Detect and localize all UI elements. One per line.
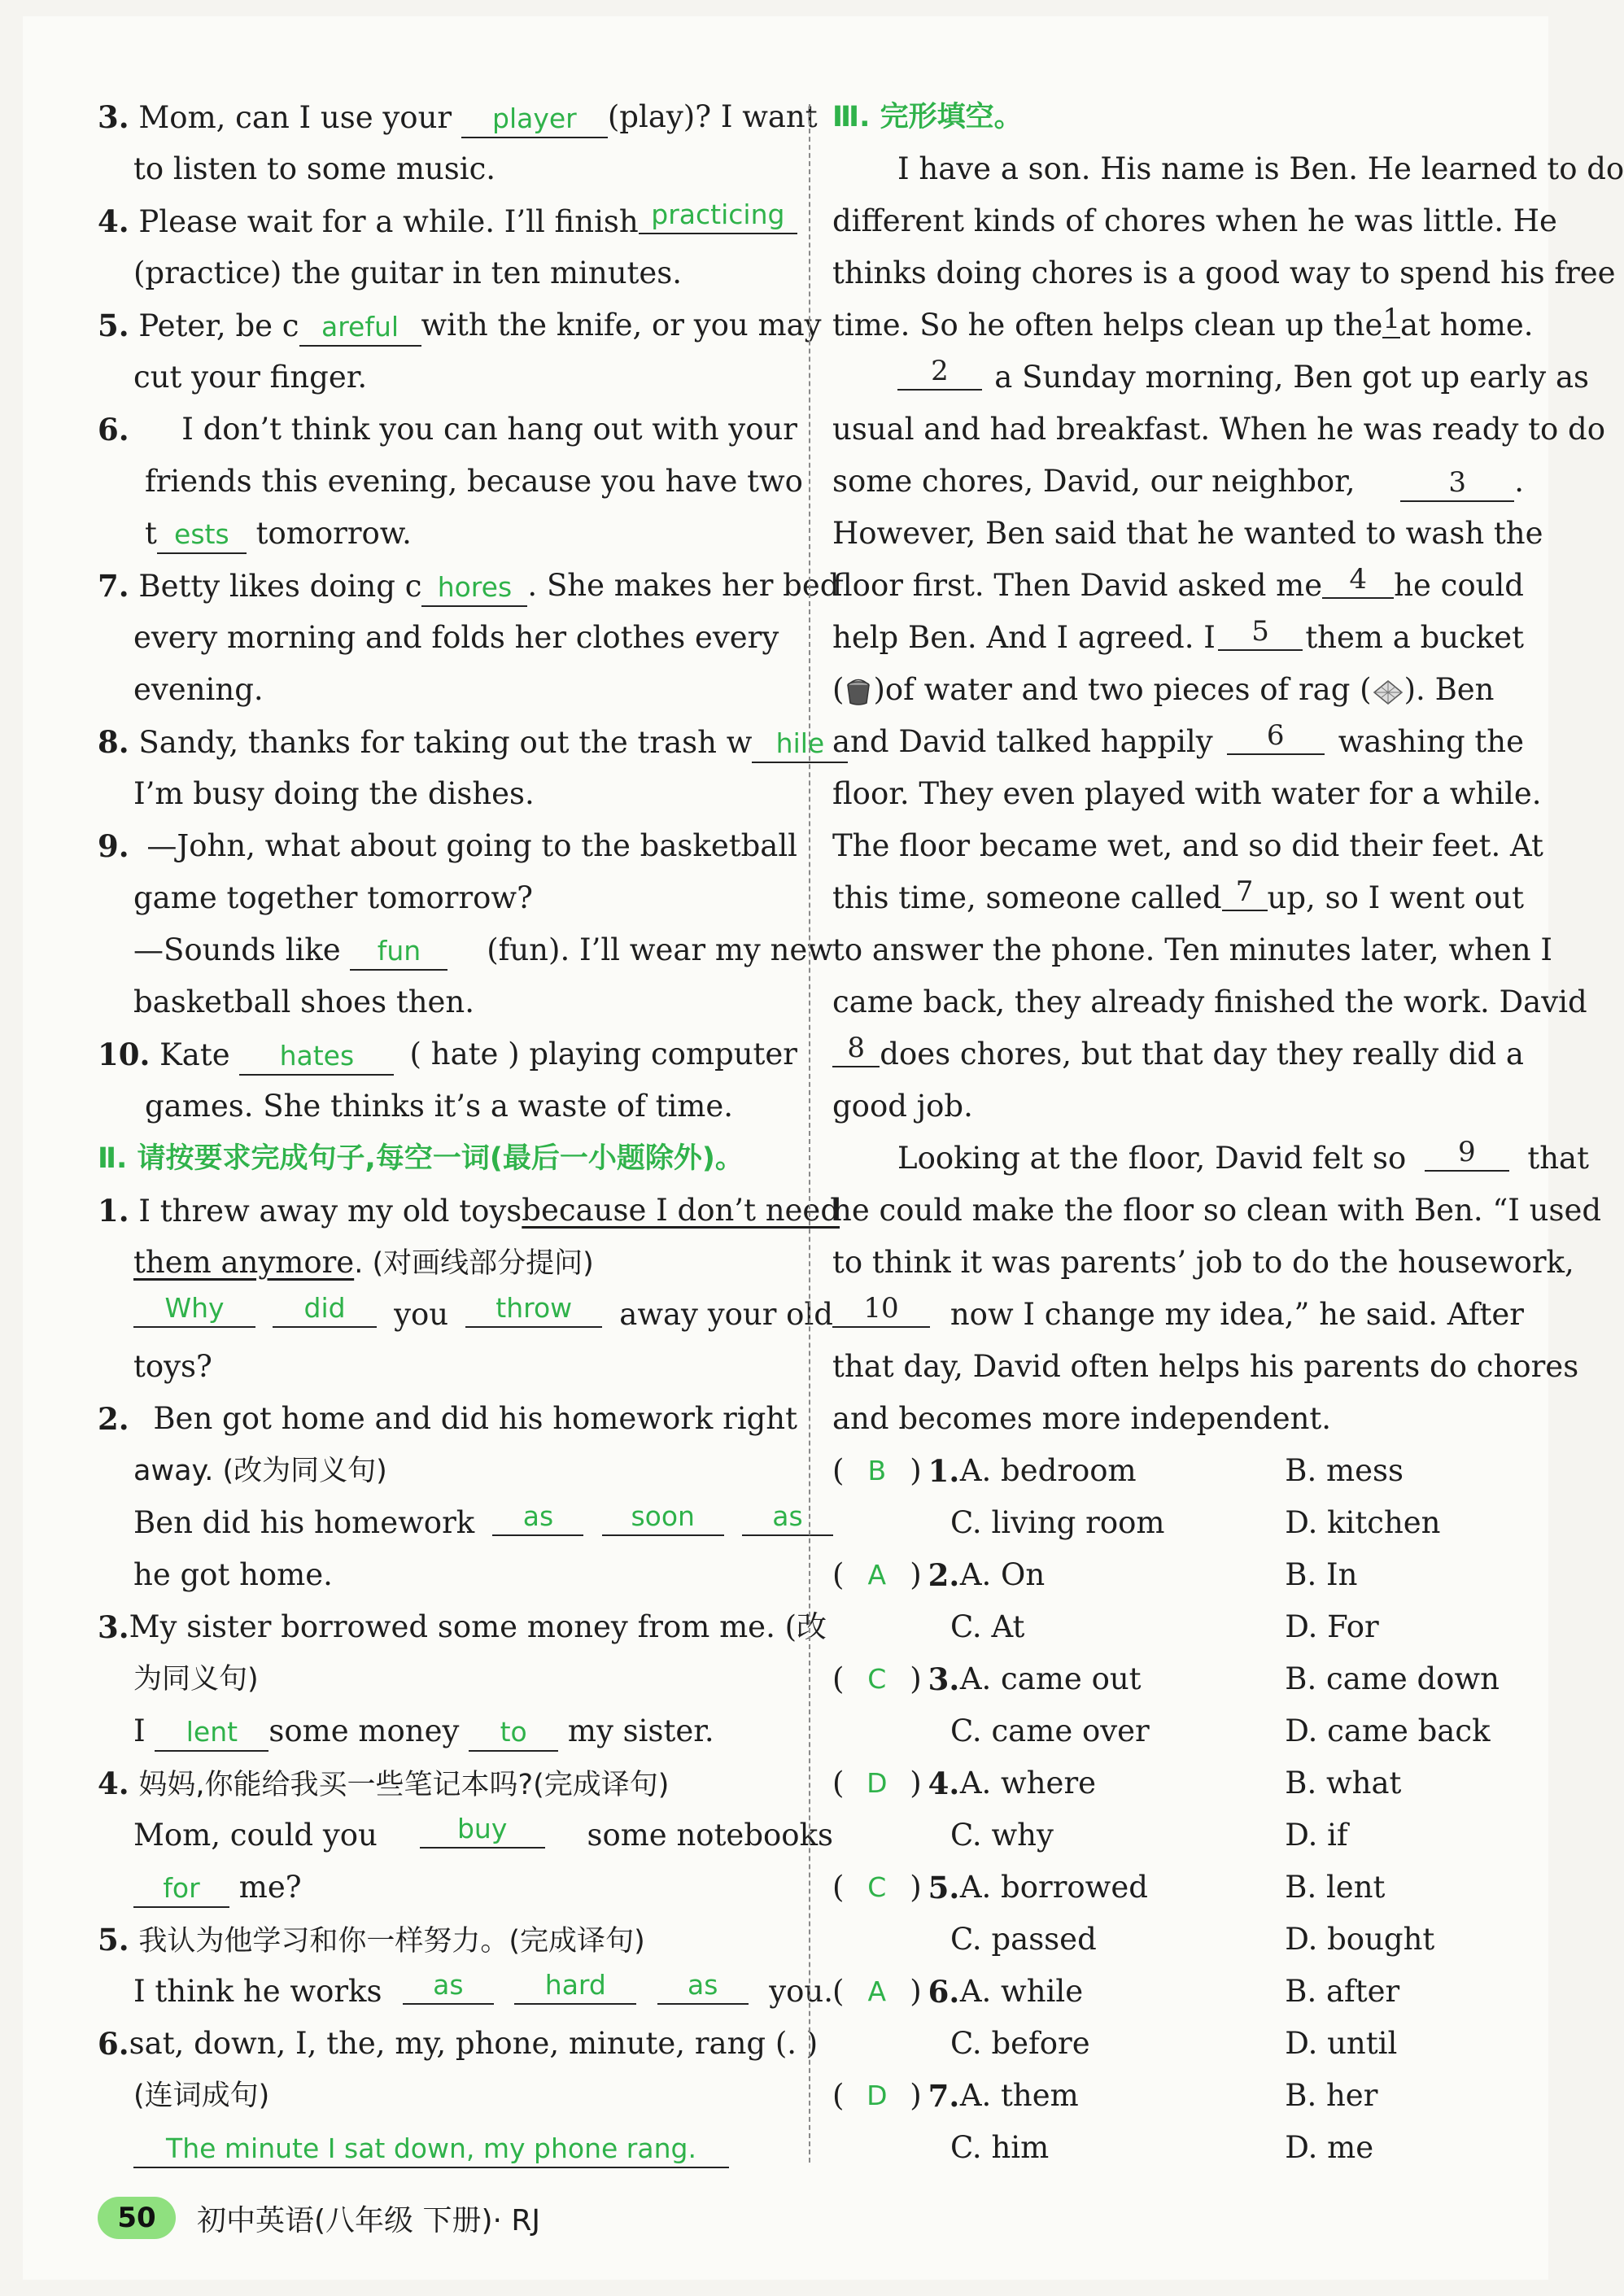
answer-blank: lent <box>155 1713 268 1752</box>
answer-blank: Why <box>133 1289 255 1328</box>
question-6: 6. I don’t think you can hang out with your <box>98 412 797 447</box>
option-row: ( C ) 5. A. borrowed B. lent <box>832 1862 1524 1914</box>
answer-paren: ( D ) <box>832 2078 922 2113</box>
cloze-blank: 9 <box>1425 1133 1509 1172</box>
option-d: D. me <box>1285 2130 1374 2165</box>
option-c: C. At <box>950 1609 1025 1644</box>
right-column: Ⅲ. 完形填空。 I have a son. His name is Ben. He learned to do different kinds of chores when he was little. He thinks doing chores is a good way to spend his free time. So he often helps clean up the 1 at home. 2 a Sunday morning, Ben got up early as usual and had breakfast. When he was ready to do some chores, David, our neighbor, 3 . However, Ben said that he wanted to wash the floor first. Then David asked me 4 he could help Ben. And I agreed. I 5 them a bucket ( )of water and two pieces of rag ( ). Ben and David talked happily 6 washing the floor. They even played with water for a while. The floor became wet, and so did their feet. At this time, someone called 7 up, so I went out to answer the phone. Ten minutes later, when I came back, they already finished the work. David 8 does chores, but that day they really did a good job. Looking at the floor, David felt so 9 that he could make the floor so clean with Ben. “I used to think it was parents’ job to do the housework, 10 now I change my idea,” he said. After that day, David often helps his parents do chores and becomes more independent. ( B ) 1. A. bedroom B. mess C. living room D. kitchen ( A ) 2. A. On B. In C. At D. For ( C ) 3. A. came out B. came down C. came over D. came back ( D ) 4. A. where B. what C. why D. if ( C ) 5. A. borrowed B. lent C. passed D. bought ( A ) 6. A. while B. after C. before D. until ( D ) 7. A. them B. her C. him D. me <box>832 91 1524 2174</box>
option-row <box>832 1601 1524 1653</box>
option-row: ( B ) 1. A. bedroom B. mess <box>832 1445 1524 1497</box>
answer-blank: hard <box>514 1966 636 2005</box>
bucket-icon <box>844 678 873 707</box>
answer-paren: ( C ) <box>832 1870 922 1905</box>
question-3: 3. Mom, can I use your player (play)? I want <box>98 91 797 143</box>
answer-blank: hile <box>752 724 848 763</box>
option-b: B. lent <box>1285 1870 1386 1905</box>
answer-blank: for <box>133 1869 229 1908</box>
answer-paren: ( D ) <box>832 1766 922 1801</box>
option-row: ( D ) 7. A. them B. her <box>832 2070 1524 2122</box>
answer-paren: ( A ) <box>832 1557 922 1592</box>
cloze-blank: 3 <box>1400 463 1514 502</box>
answer-paren: ( A ) <box>832 1974 922 2009</box>
option-c: C. him <box>950 2130 1050 2165</box>
option-row <box>832 2018 1524 2070</box>
answer-paren: ( C ) <box>832 1661 922 1696</box>
answer-blank: hores <box>421 568 527 607</box>
cloze-blank: 8 <box>832 1028 880 1067</box>
option-a: A. while <box>959 1974 1084 2009</box>
sentence-1: 1. I threw away my old toys because I don’t need <box>98 1193 840 1229</box>
answer-blank: hates <box>239 1037 394 1076</box>
option-d: D. For <box>1285 1609 1379 1644</box>
option-row: ( A ) 6. A. while B. after <box>832 1966 1524 2018</box>
option-row <box>832 1705 1524 1757</box>
cloze-blank: 5 <box>1218 612 1303 651</box>
question-9: 9. —John, what about going to the basketball <box>98 828 797 864</box>
cloze-blank: 10 <box>832 1289 930 1328</box>
answer-blank: ests <box>157 515 247 554</box>
left-column: 3. Mom, can I use your player (play)? I want to listen to some music. 4. Please wait for a while. I’ll finish practicing (practice) the guitar in ten minutes. 5. Peter, be c areful with the knife, or you may cut your finger. 6. I don’t think you can hang out with your friends this evening, because you have two t ests tomorrow. 7. Betty likes doing c hores . She makes her bed every morning and folds her clothes every evening. 8. Sandy, thanks for taking out the trash w hile I’m busy doing the dishes. 9. —John, what about going to the basketball game together tomorrow? —Sounds like fun (fun). I’ll wear my new basketball shoes then. 10. Kate hates ( hate ) playing computer games. She thinks it’s a waste of time. Ⅱ. 请按要求完成句子,每空一词(最后一小题除外)。 1. I threw away my old toys because I don’t need them anymore. (对画线部分提问) Why did you throw away your old toys? 2. Ben got home and did his homework right away. (改为同义句) Ben did his homework as soon as he got home. 3. My sister borrowed some money from me. (改 为同义句) I lent some money to my sister. 4. 妈妈,你能给我买一些笔记本吗?(完成译句) Mom, could you buy some notebooks for me? 5. 我认为他学习和你一样努力。(完成译句) I think he works as hard as you. 6. sat, down, I, the, my, phone, minute, rang (. ) (连词成句) The minute I sat down, my phone rang. <box>98 91 797 2174</box>
option-d: D. came back <box>1285 1713 1491 1748</box>
answer-blank: The minute I sat down, my phone rang. <box>133 2129 729 2168</box>
question-5: 5. Peter, be c areful with the knife, or you may <box>98 299 797 351</box>
option-row: ( C ) 3. A. came out B. came down <box>832 1653 1524 1705</box>
option-c: C. came over <box>950 1713 1150 1748</box>
option-d: D. if <box>1285 1818 1348 1853</box>
option-row <box>832 1914 1524 1966</box>
rag-icon <box>1372 678 1404 707</box>
option-a: A. borrowed <box>959 1870 1148 1905</box>
option-row <box>832 1497 1524 1549</box>
section-2-heading: Ⅱ. 请按要求完成句子,每空一词(最后一小题除外)。 <box>98 1142 744 1175</box>
option-b: B. her <box>1285 2078 1378 2113</box>
answer-paren: ( B ) <box>832 1453 922 1488</box>
options-list <box>832 1445 1524 2174</box>
option-row: ( A ) 2. A. On B. In <box>832 1549 1524 1601</box>
question-4: 4. Please wait for a while. I’ll finish practicing <box>98 195 797 247</box>
question-number: 3. <box>98 99 129 135</box>
answer-blank: as <box>742 1497 833 1536</box>
answer-blank: as <box>492 1497 583 1536</box>
option-a: A. where <box>959 1766 1097 1801</box>
option-row <box>832 2122 1524 2174</box>
cloze-blank: 7 <box>1222 872 1268 911</box>
answer-blank: fun <box>350 932 447 971</box>
book-title: 初中英语(八年级 下册)· RJ <box>197 2203 541 2237</box>
option-b: B. after <box>1285 1974 1400 2009</box>
sentence-2: 2. Ben got home and did his homework right <box>98 1401 797 1437</box>
option-b: B. came down <box>1285 1661 1500 1696</box>
sentence-4: 4. 妈妈,你能给我买一些笔记本吗?(完成译句) <box>98 1766 670 1801</box>
answer-blank: did <box>273 1289 377 1328</box>
cloze-blank: 6 <box>1227 716 1325 755</box>
answer-blank: areful <box>299 308 421 347</box>
option-d: D. until <box>1285 2026 1398 2061</box>
option-c: C. before <box>950 2026 1090 2061</box>
cloze-blank: 4 <box>1322 560 1394 599</box>
answer-blank: throw <box>465 1289 602 1328</box>
answer-blank: practicing <box>639 195 797 234</box>
answer-blank: as <box>403 1966 494 2005</box>
option-b: B. what <box>1285 1766 1402 1801</box>
option-b: B. mess <box>1285 1453 1404 1488</box>
answer-blank: to <box>469 1713 558 1752</box>
option-c: C. why <box>950 1818 1054 1853</box>
option-c: C. living room <box>950 1505 1165 1540</box>
question-7: 7. Betty likes doing c hores . She makes her bed <box>98 560 797 612</box>
question-8: 8. Sandy, thanks for taking out the trash w hile <box>98 716 797 768</box>
answer-blank: buy <box>420 1809 545 1849</box>
column-divider <box>809 104 810 2163</box>
option-a: A. On <box>959 1557 1046 1592</box>
sentence-3: 3. My sister borrowed some money from me. (改 <box>98 1609 827 1645</box>
sentence-6: 6. sat, down, I, the, my, phone, minute, rang (. ) <box>98 2026 819 2062</box>
question-10: 10. Kate hates ( hate ) playing computer <box>98 1028 797 1080</box>
page-footer <box>98 2197 540 2239</box>
option-d: D. kitchen <box>1285 1505 1441 1540</box>
page-number: 50 <box>98 2197 176 2239</box>
option-a: A. came out <box>959 1661 1142 1696</box>
option-b: B. In <box>1285 1557 1358 1592</box>
option-a: A. them <box>959 2078 1079 2113</box>
option-c: C. passed <box>950 1922 1097 1957</box>
option-row <box>832 1809 1524 1862</box>
sentence-5: 5. 我认为他学习和你一样努力。(完成译句) <box>98 1922 645 1958</box>
cloze-blank: 1 <box>1382 299 1400 338</box>
option-d: D. bought <box>1285 1922 1435 1957</box>
option-row: ( D ) 4. A. where B. what <box>832 1757 1524 1809</box>
cloze-blank: 2 <box>897 351 982 391</box>
worksheet-page <box>23 16 1624 2280</box>
answer-blank: player <box>461 99 608 138</box>
section-3-heading: Ⅲ. 完形填空。 <box>832 101 1023 133</box>
answer-blank: as <box>657 1966 749 2005</box>
option-a: A. bedroom <box>959 1453 1137 1488</box>
answer-blank: soon <box>602 1497 724 1536</box>
